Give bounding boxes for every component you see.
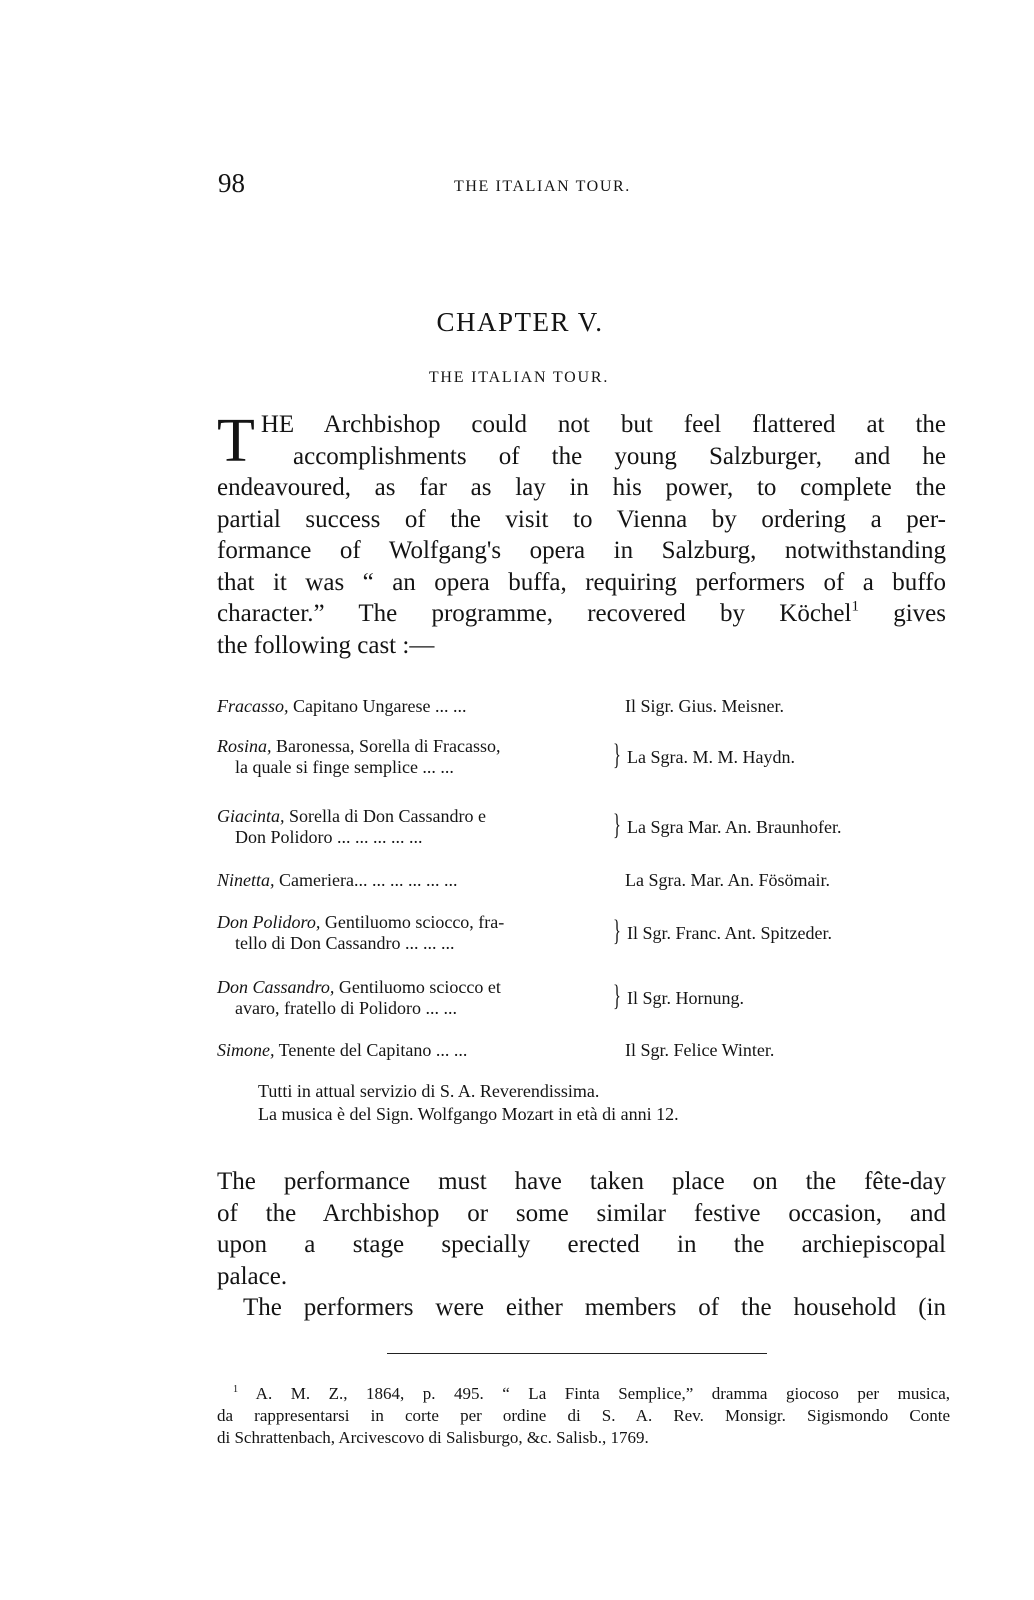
brace: } xyxy=(613,914,621,947)
text-line: the following cast :— xyxy=(217,631,435,659)
intro-paragraph xyxy=(217,409,946,661)
character-role-cont: avaro, fratello di Polidoro ... ... xyxy=(235,998,457,1018)
character-role: Cameriera... ... ... ... ... ... xyxy=(274,870,458,890)
character-name: Rosina, xyxy=(217,736,272,756)
footnote-line: di Schrattenbach, Arcivescovo di Salisburgo, &c. Salisb., 1769. xyxy=(217,1428,649,1447)
footnote xyxy=(217,1383,950,1449)
character-name: Simone, xyxy=(217,1040,275,1060)
character-name: Don Polidoro, xyxy=(217,912,321,932)
character-name: Ninetta, xyxy=(217,870,275,890)
cast-note: La musica è del Sign. Wolfgango Mozart in età di anni 12. xyxy=(258,1104,679,1124)
singer: Il Sgr. Felice Winter. xyxy=(625,1040,775,1060)
running-head: THE ITALIAN TOUR. xyxy=(454,178,631,195)
brace: } xyxy=(613,738,621,771)
footnote-line: da rappresentarsi in corte per ordine di S. A. Rev. Monsigr. Sigismondo Conte xyxy=(217,1406,950,1425)
character-role: Baronessa, Sorella di Fracasso, xyxy=(271,736,501,756)
cast-notes xyxy=(258,1080,679,1126)
footnote-line xyxy=(217,1383,950,1405)
text-line: partial success of the visit to Vienna by ordering a per- xyxy=(217,505,946,533)
brace: } xyxy=(613,979,621,1012)
text-line: endeavoured, as far as lay in his power, to complete the xyxy=(217,474,946,501)
character-role-cont: la quale si finge semplice ... ... xyxy=(235,757,454,777)
chapter-subtitle: THE ITALIAN TOUR. xyxy=(428,369,610,386)
character-role: Tenente del Capitano ... ... xyxy=(274,1040,468,1060)
chapter-title: CHAPTER V. xyxy=(436,307,604,337)
character-name: Giacinta, xyxy=(217,806,285,826)
body-paragraph xyxy=(217,1292,946,1324)
character-role: Sorella di Don Cassandro e xyxy=(284,806,486,826)
text-line: The performance must have taken place on the fête-day xyxy=(217,1168,946,1195)
singer: Il Sgr. Hornung. xyxy=(627,988,744,1008)
character-role-cont: tello di Don Cassandro ... ... ... xyxy=(235,933,455,953)
text-line: that it was “ an opera buffa, requiring performers of a buffo xyxy=(217,568,946,596)
text-line xyxy=(217,598,946,630)
text-line: of the Archbishop or some similar festive occasion, and xyxy=(217,1199,946,1227)
body-paragraph xyxy=(217,1166,946,1292)
character-role-cont: Don Polidoro ... ... ... ... ... xyxy=(235,827,423,847)
character-name: Fracasso, xyxy=(217,696,289,716)
footnote-marker: 1 xyxy=(233,1383,239,1395)
text-line: upon a stage specially erected in the archiepiscopal xyxy=(217,1231,946,1258)
text-line: formance of Wolfgang's opera in Salzburg, notwithstanding xyxy=(217,537,946,564)
text-line: palace. xyxy=(217,1262,288,1290)
page-number: 98 xyxy=(218,168,245,198)
brace: } xyxy=(613,808,621,841)
text-fragment: gives xyxy=(858,600,946,627)
character-name: Don Cassandro, xyxy=(217,977,335,997)
text-fragment: character.” The programme, recovered by Köchel xyxy=(217,600,852,627)
singer: La Sgra. M. M. Haydn. xyxy=(627,747,795,767)
cast-note: Tutti in attual servizio di S. A. Reverendissima. xyxy=(258,1081,600,1101)
text-line: accomplishments of the young Salzburger, and he xyxy=(293,442,946,470)
singer: La Sgra Mar. An. Braunhofer. xyxy=(627,817,842,837)
drop-cap: T xyxy=(217,407,255,475)
singer: Il Sigr. Gius. Meisner. xyxy=(625,696,785,716)
singer: La Sgra. Mar. An. Fösömair. xyxy=(625,870,830,890)
character-role: Capitano Ungarese ... ... xyxy=(288,696,467,716)
footnote-rule xyxy=(387,1353,767,1354)
footnote-text: A. M. Z., 1864, p. 495. “ La Finta Semplice,” dramma giocoso per musica, xyxy=(238,1384,950,1403)
text-line: HE Archbishop could not but feel flattered at the xyxy=(260,411,946,438)
singer: Il Sgr. Franc. Ant. Spitzeder. xyxy=(627,923,832,943)
text-line: The performers were either members of the household (in xyxy=(243,1294,946,1321)
character-role: Gentiluomo sciocco et xyxy=(334,977,501,997)
character-role: Gentiluomo sciocco, fra- xyxy=(320,912,505,932)
footnote-ref: 1 xyxy=(851,598,859,615)
